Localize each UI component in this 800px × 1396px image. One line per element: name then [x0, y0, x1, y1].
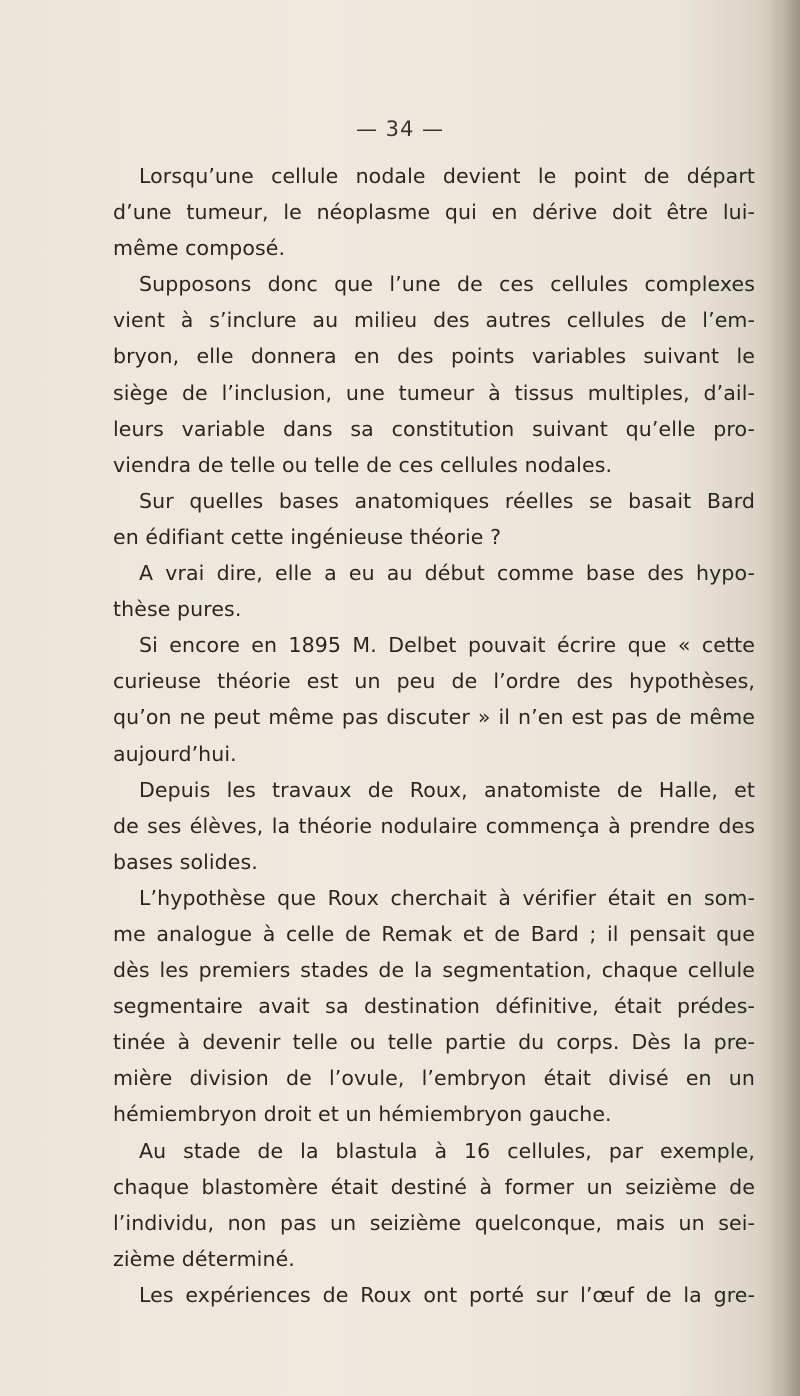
text-line: me analogue à celle de Remak et de Bard ; il pensait que	[113, 921, 755, 946]
text-line: Supposons donc que l’une de ces cellules complexes	[139, 272, 755, 297]
text-line: tinée à devenir telle ou telle partie du corps. Dès la pre-	[113, 1030, 755, 1055]
text-line: curieuse théorie est un peu de l’ordre des hypothèses,	[113, 669, 755, 694]
page-edge-shadow	[758, 0, 800, 1396]
text-line: aujourd’hui.	[113, 741, 237, 766]
text-line: Les expériences de Roux ont porté sur l’œuf de la gre-	[139, 1282, 755, 1307]
text-line: segmentaire avait sa destination définitive, était prédes-	[113, 994, 755, 1019]
text-line: leurs variable dans sa constitution suivant qu’elle pro-	[113, 416, 755, 441]
text-line: dès les premiers stades de la segmentation, chaque cellule	[113, 958, 755, 983]
text-line: qu’on ne peut même pas discuter » il n’en est pas de même	[113, 705, 755, 730]
body-text	[113, 158, 755, 1313]
page-number: — 34 —	[355, 117, 445, 141]
text-line: zième déterminé.	[113, 1246, 295, 1271]
text-line: en édifiant cette ingénieuse théorie ?	[113, 524, 502, 549]
text-line: viendra de telle ou telle de ces cellules nodales.	[113, 452, 613, 477]
text-line: bases solides.	[113, 849, 258, 874]
text-line: d’une tumeur, le néoplasme qui en dérive doit être lui-	[113, 200, 755, 225]
text-line: mière division de l’ovule, l’embryon était divisé en un	[113, 1066, 755, 1091]
text-line: Sur quelles bases anatomiques réelles se basait Bard	[139, 488, 755, 513]
text-line: de ses élèves, la théorie nodulaire commença à prendre des	[113, 813, 755, 838]
text-line: A vrai dire, elle a eu au début comme base des hypo-	[139, 561, 755, 586]
text-line: thèse pures.	[113, 597, 242, 622]
text-line: vient à s’inclure au milieu des autres cellules de l’em-	[113, 308, 755, 333]
text-line: chaque blastomère était destiné à former un seizième de	[113, 1174, 755, 1199]
text-line: Depuis les travaux de Roux, anatomiste de Halle, et	[139, 777, 755, 802]
text-line: même composé.	[113, 236, 286, 261]
text-line: l’individu, non pas un seizième quelconque, mais un sei-	[113, 1210, 755, 1235]
text-line: Lorsqu’une cellule nodale devient le point de départ	[139, 164, 755, 188]
text-line: bryon, elle donnera en des points variables suivant le	[113, 344, 755, 369]
text-line: L’hypothèse que Roux cherchait à vérifier était en som-	[139, 885, 755, 910]
text-line: hémiembryon droit et un hémiembryon gauche.	[113, 1102, 612, 1127]
text-line: Au stade de la blastula à 16 cellules, par exemple,	[139, 1138, 755, 1163]
text-line: Si encore en 1895 M. Delbet pouvait écrire que « cette	[139, 633, 755, 658]
text-line: siège de l’inclusion, une tumeur à tissus multiples, d’ail-	[113, 380, 755, 405]
